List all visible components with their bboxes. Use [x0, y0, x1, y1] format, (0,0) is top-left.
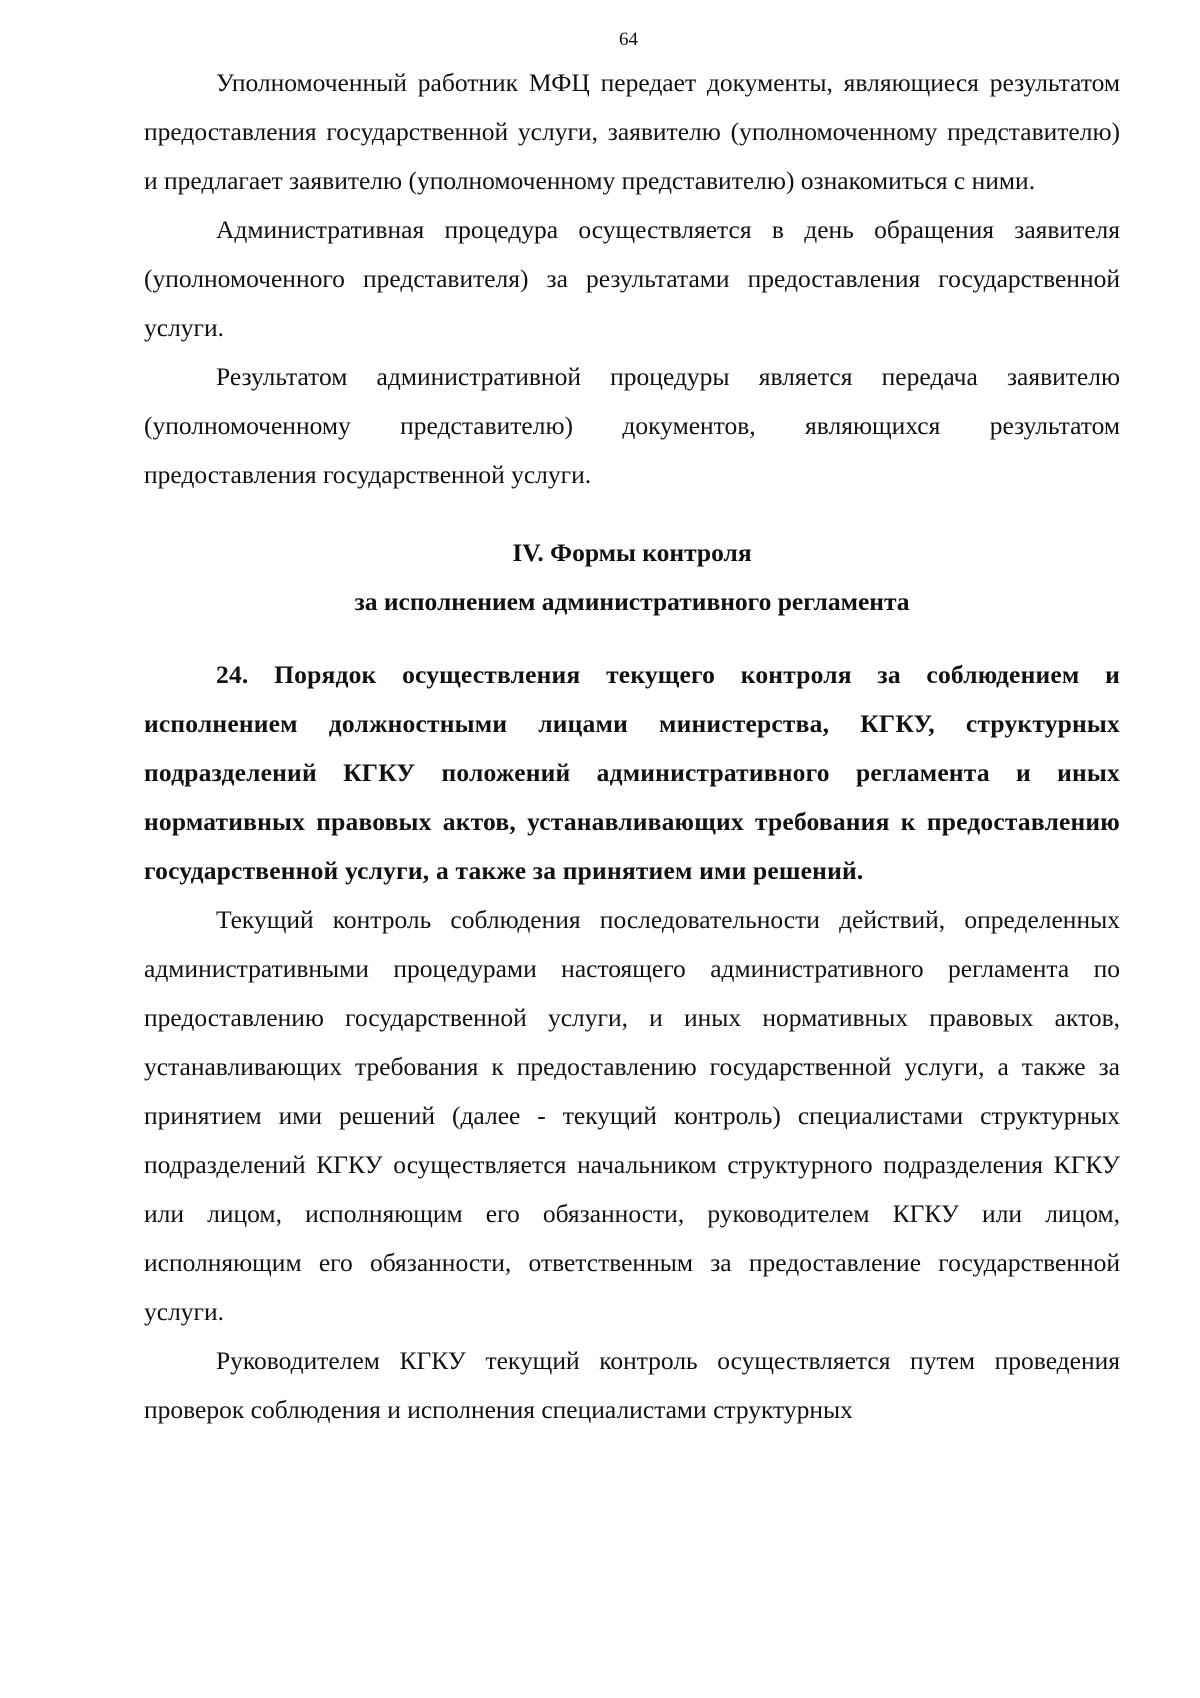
page-number: 64 — [619, 29, 638, 50]
section-heading-line2: за исполнением административного регламента — [354, 587, 910, 616]
paragraph-current-control: Текущий контроль соблюдения последовательности действий, определенных административными процедурами настоящего административного регламента по предоставлению государственной услуги, и иных нормативных правовых актов, устанавливающих требования к предоставлению государственной услуги, а также за принятием ими решений (далее - текущий контроль) специалистами структурных подразделений КГКУ осуществляется начальником структурного подразделения КГКУ или лицом, исполняющим его обязанности, руководителем КГКУ или лицом, исполняющим его обязанности, ответственным за предоставление государственной услуги. — [144, 905, 1120, 1326]
section-heading — [144, 528, 1120, 626]
subsection-heading: 24. Порядок осуществления текущего контроля за соблюдением и исполнением должностными лицами министерства, КГКУ, структурных подразделений КГКУ положений административного регламента и иных нормативных правовых актов, устанавливающих требования к предоставлению государственной услуги, а также за принятием ими решений. — [144, 660, 1120, 885]
paragraph-procedure-result: Результатом административной процедуры является передача заявителю (уполномоченному представителю) документов, являющихся результатом предоставления государственной услуги. — [144, 362, 1120, 489]
document-body — [144, 58, 1120, 1434]
paragraph-director-control: Руководителем КГКУ текущий контроль осуществляется путем проведения проверок соблюдения и исполнения специалистами структурных — [144, 1346, 1120, 1424]
paragraph-mfc-transfer: Уполномоченный работник МФЦ передает документы, являющиеся результатом предоставления государственной услуги, заявителю (уполномоченному представителю) и предлагает заявителю (уполномоченному представителю) ознакомиться с ними. — [144, 68, 1120, 195]
paragraph-procedure-day: Административная процедура осуществляется в день обращения заявителя (уполномоченного представителя) за результатами предоставления государственной услуги. — [144, 215, 1120, 342]
section-heading-line1: IV. Формы контроля — [512, 538, 752, 567]
